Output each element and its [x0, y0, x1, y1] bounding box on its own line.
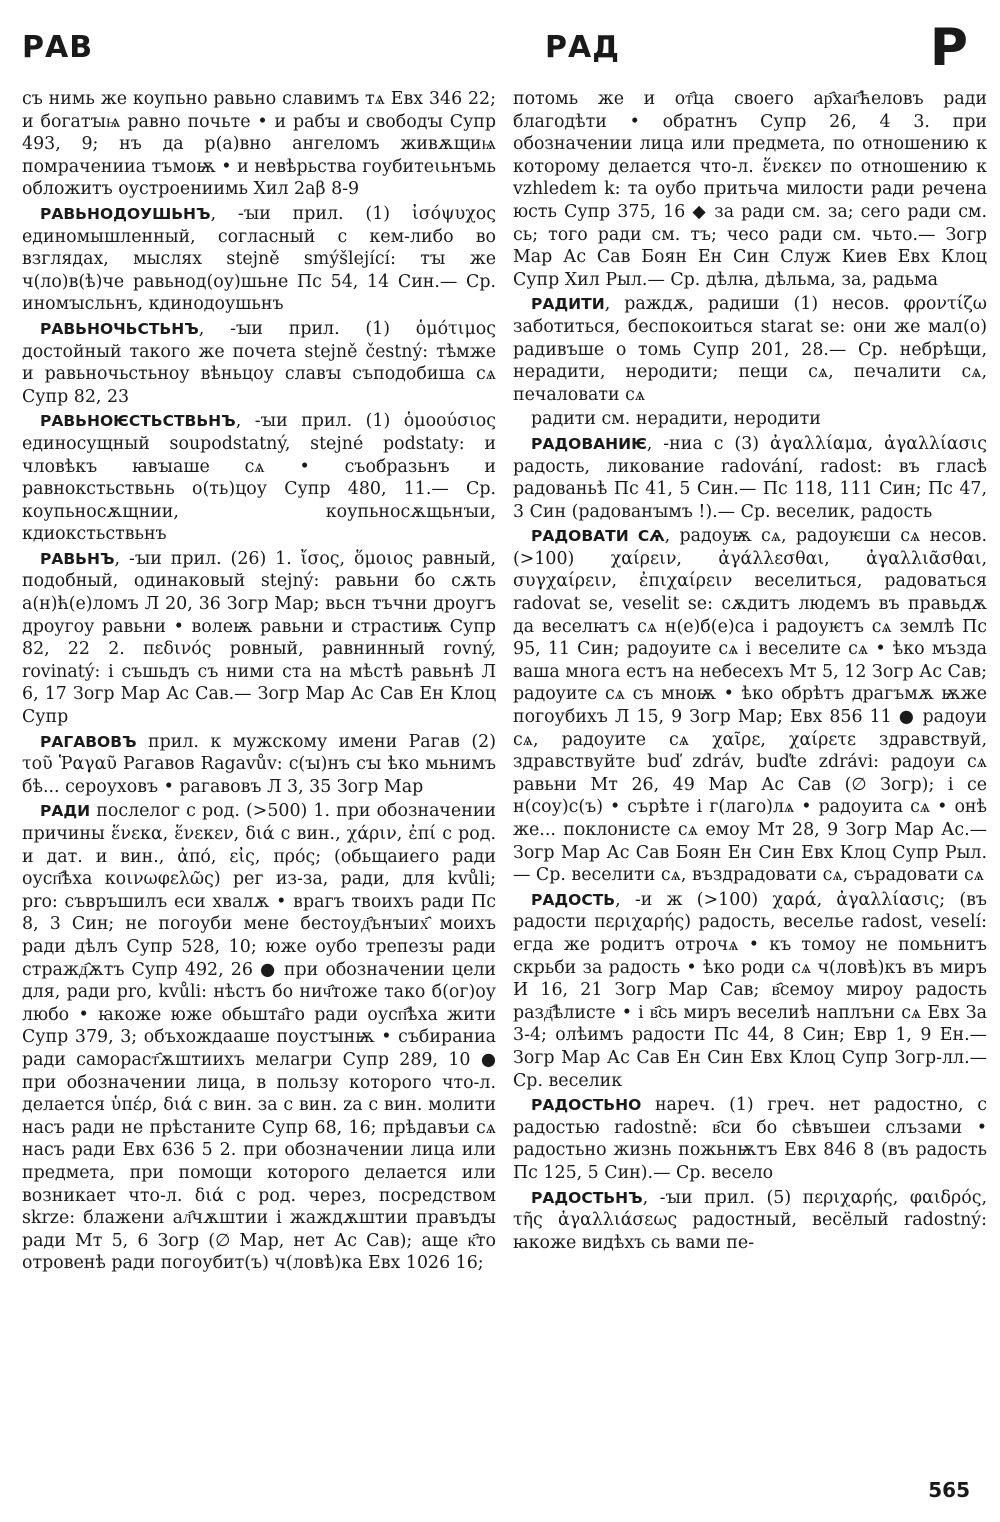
entry-headword: РАВЬНОѤСТЬСТВЬНЪ: [40, 412, 236, 431]
dictionary-entry: [22, 203, 496, 316]
dictionary-entry: [513, 293, 987, 406]
entry-headword: РАВЬНОЧЬСТЬНЪ: [40, 319, 199, 338]
entry-body: , -ꙑи прил. (1) ὁμοούσιος единосущный soupodstatný, stejné podstaty: и чловѣкъ ꙗвꙑаше сѧ • съобразьнъ и равнокстьствьнь о(ть)цоу Супр 480, 11.— Ср. коупьносѫщнии, коупьносѫщьнꙑи, кдиокстьствьнъ: [22, 411, 496, 545]
left-column: [22, 88, 496, 1468]
dictionary-entry: потомь же и от҄ца своего ар҄хаг҄ћеловъ ради благодѣти • обратнъ Супр 26, 4 3. при обозначении лица или предмета, по отношению к которому делается что-л. ἕνεκεν по отношению к vzhledem k: та оубо притьча милости ради речена юсть Супр 375, 16 ◆ за ради см. за; сего ради см. сь; того ради см. тъ; чесо ради см. чьто.— Зогр Мар Ас Сав Боян Ен Син Служ Киев Евх Клоц Супр Хил Рыл.— Ср. дѣлꙗ, дѣльма, за, радьма: [513, 89, 987, 290]
entry-body: , -ꙑи прил. (26) 1. ἴσος, ὅμοιος равный, подобный, одинаковый stejný: равьни бо сѫть а(н)ћ(е)ломъ Л 20, 36 Зогр Мар; вьсн тъчни дроугъ дроугоу равьни • волеѭ равьни и страстиѭ Супр 82, 22 2. πεδινός ровный, равнинный rovný, rovinatý: і съшьдъ съ ними ста на мѣстѣ равьнѣ Л 6, 17 Зогр Мар Ас Сав.— Зогр Мар Ас Сав Ен Клоц Супр: [22, 548, 496, 728]
dictionary-entry: [22, 548, 496, 729]
entry-body: , раждѫ, радиши (1) несов. φροντίζω заботиться, беспокоиться starat se: они же мал(о) радивъше о томь Супр 201, 28.— Ср. небрѣщи, нерадити, неродити; пещи сѧ, печалити сѧ, печаловати сѧ: [513, 294, 987, 405]
entry-body: , -ниа с (3) ἀγαλλίαμα, ἀγαλλίασις радость, ликование radování, radost: въ гласѣ радованьѣ Пс 41, 5 Син.— Пс 118, 111 Син; Пс 47, 3 Син (радованꙑмъ !).— Ср. веселик, радость: [513, 433, 987, 522]
dictionary-entry: [513, 525, 987, 887]
dictionary-entry: [513, 1094, 987, 1184]
entry-body: нареч. (1) греч. нет радостно, с радостью radostně: в҄си бо сѣвъшеи слъзами • радостьно жизнь пожьнѭтъ Евх 846 8 (въ радость Пс 125, 5 Син).— Ср. весело: [513, 1095, 987, 1183]
page-number: 565: [928, 1478, 970, 1502]
running-header: [0, 18, 1000, 78]
dictionary-entry: [22, 318, 496, 408]
entry-headword: РАДОВАНИѤ: [531, 434, 647, 453]
entry-body: , -ꙑи прил. (1) ἰσόψυχος единомышленный, согласный с кем-либо во взглядах, мыслях stejně smýšlející: тꙑ же ч(ло)в(ѣ)че равьнод(оу)шьне Пс 54, 14 Син.— Ср. иномꙑсльнъ, кдинодоушьнъ: [22, 203, 496, 315]
entry-headword: РАДИТИ: [531, 295, 605, 314]
right-guide-word: РАД: [545, 30, 620, 65]
left-guide-word: РАВ: [22, 30, 94, 65]
entry-headword: РАДОСТЬНО: [531, 1096, 642, 1115]
entry-body: послелог с род. (>500) 1. при обозначении причины ἕνεκα, ἕνεκεν, διά с вин., χάριν, ἐπί с род. и дат. и вин., ἀπό, εἰς, πρός; (обьщаиего ради оусп҄ѣха κοινωφελῶς) рег из-за, ради, для kvůli; pro: съвръшилъ еси хвалѫ • врагъ твоихъ ради Пс 8, 3 Син; не погоуби мене бестоуд҄ънꙑих҄ моихъ ради дѣлъ Супр 528, 10; юже оубо трепезꙑ ради стражд҄ѫтъ Супр 492, 26 ● при обозначении цели для, ради pro, kvůli: нѣстъ бо нич҄тоже тако б(ог)оу любо • ꙗкоже юже обьшта҄го ради оусп҄ѣха жити Супр 379, 3; объхождааше поустꙑнѭ • събираниа ради самораст҄ѫштиихъ мелагри Супр 289, 10 ● при обозначении лица, в пользу которого что-л. делается ὑπέρ, διά с вин. за с вин. za с вин. молити насъ ради не прѣстаните Супр 68, 16; прѣдавъи сѧ насъ ради Евх 636 5 2. при обозначении лица или предмета, при помощи которого делается или возникает что-л. διά с род. через, посредством skrze: блажени ал҄чѫштии і жаждѫштии правъдꙑ ради Мт 5, 6 Зогр (∅ Мар, нет Ас Сав); аще к҄то отровенѣ ради погоубит(ъ) ч(ловѣ)ка Евх 1026 16;: [22, 801, 496, 1274]
entry-headword: РАВЬНЪ: [40, 549, 115, 568]
cross-reference-entry: радити см. нерадити, неродити: [531, 409, 821, 430]
entry-body: , -ꙑи прил. (5) περιχαρής, φαιδρός, τῆς ἀγαλλιάσεως радостный, весёлый radostný: ꙗкоже видѣхъ сь вами пе-: [513, 1187, 987, 1253]
entry-body: , -и ж (>100) χαρά, ἀγαλλίασις; (въ радости περιχαρής) радость, веселье radost, veselí: егда же родитъ отрочѧ • къ томоу не помьнитъ скрьби за радость • ѣко роди сѧ ч(ловѣ)къ въ миръ И 16, 21 Зогр Мар Сав; в҄семоу мироу радость разд҄ѣлисте • і в҄сь миръ веселиѣ наплъни сѧ Евх За 3-4; олѣимъ радости Пс 44, 8 Син; Евр 1, 9 Ен.— Зогр Мар Ас Сав Ен Син Евх Клоц Супр Зогр-лл.— Ср. веселик: [513, 889, 987, 1091]
entry-headword: РАДИ: [40, 802, 91, 821]
section-letter: Р: [929, 18, 968, 78]
entry-headword: РАДОСТЬНЪ: [531, 1188, 643, 1207]
dictionary-entry: [513, 433, 987, 523]
dictionary-entry: съ нимь же коупьно равьно славимъ тѧ Евх 346 22; и богатꙑѩ равно почьте • и рабꙑ и свободꙑ Супр 493, 9; нъ да р(а)вно ангеломъ живѫщиѩ помраченииа тъмоѭ • и невѣрьства гоубитеꙇьнъмь обложитъ оустроениимь Хил 2аβ 8-9: [22, 89, 496, 200]
dictionary-entry: [22, 800, 496, 1274]
entry-body: , радоуѭ сѧ, радоуѥши сѧ несов. (>100) χαίρειν, ἀγάλλεσθαι, ἀγαλλιᾶσθαι, συγχαίρειν, ἐπιχαίρειν веселиться, радоваться radovat se, veselit se: сѫдитъ людемъ въ правьдѫ да веселꙗтъ сѧ н(е)б(е)са і радоуѥтъ сѧ землѣ Пс 95, 11 Син; радоуите сѧ і веселите сѧ • ѣко мъзда ваша многа естъ на небесехъ Мт 5, 12 Зогр Ас Сав; радоуите сѧ съ мноѭ • ѣко обрѣтъ драгъмѫ ѭже погоубихъ Л 15, 9 Зогр Мар; Евх 856 11 ● радоуи сѧ, радоуите сѧ χαῖρε, χαίρετε здравствуй, здравствуйте buď zdráv, buďte zdrávi: радоуи сѧ равьни Мт 26, 49 Мар Ас Сав (∅ Зогр); і се н(соу)с(ъ) • сърѣте і г(лаго)лѧ • радоуита сѧ • онѣ же... поклонисте сѧ емоу Мт 28, 9 Зогр Мар Ас.— Зогр Мар Ас Сав Боян Ен Син Евх Клоц Супр Рыл.— Ср. веселити сѧ, въздрадовати сѧ, сърадовати сѧ: [513, 526, 987, 886]
entry-body: прил. к мужскому имени Рагав (2) τοῦ Ῥαγαῦ Рагавов Ragavův: с(ꙑ)нъ сꙑ ѣко мьнимъ бѣ... сероуховъ • рагавовъ Л 3, 35 Зогр Мар: [22, 731, 496, 797]
entry-headword: РАДОВАТИ СѦ: [531, 527, 665, 546]
right-column: [513, 88, 987, 1468]
dictionary-entry: [513, 889, 987, 1092]
entry-headword: РАГАВОВЪ: [40, 732, 137, 751]
entry-headword: РАДОСТЬ: [531, 890, 616, 909]
dictionary-entry: [22, 731, 496, 799]
entry-headword: РАВЬНОДОУШЬНЪ: [40, 204, 211, 223]
dictionary-entry: [513, 1187, 987, 1255]
entry-body: , -ꙑи прил. (1) ὁμότιμος достойный такого же почета stejně čestný: тѣмже и равьночьстьноу вѣньцоу славꙑ съподобиша сѧ Супр 82, 23: [22, 318, 496, 407]
dictionary-entry: [22, 410, 496, 546]
